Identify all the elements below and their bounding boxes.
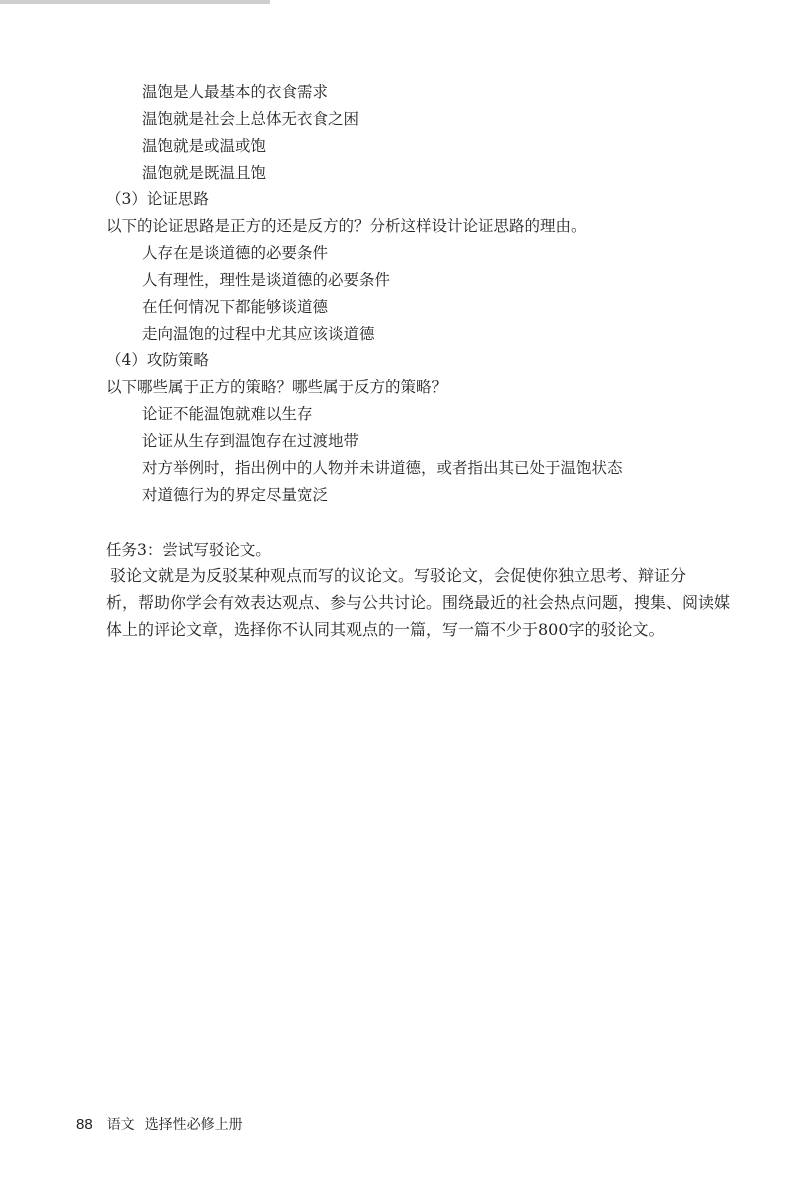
- option-line: 人存在是谈道德的必要条件: [142, 244, 329, 262]
- option-line: 温饱就是既温且饱: [142, 164, 267, 182]
- option-line: 在任何情况下都能够谈道德: [142, 298, 329, 316]
- footer-subject: 语文: [106, 1117, 135, 1133]
- option-line: 温饱是人最基本的衣食需求: [142, 83, 329, 101]
- top-edge-bar: [0, 0, 270, 4]
- option-line: 人有理性，理性是谈道德的必要条件: [142, 271, 391, 289]
- option-line: 对道德行为的界定尽量宽泛: [142, 486, 329, 504]
- paragraph-line: 析，帮助你学会有效表达观点、参与公共讨论。围绕最近的社会热点问题，搜集、阅读媒: [106, 593, 731, 612]
- paragraph-line: 驳论文就是为反驳某种观点而写的议论文。写驳论文，会促使你独立思考、辩证分: [110, 566, 687, 585]
- section-question: 以下的论证思路是正方的还是反方的？分析这样设计论证思路的理由。: [106, 217, 587, 235]
- paragraph-line: 体上的评论文章，选择你不认同其观点的一篇，写一篇不少于800字的驳论文。: [106, 620, 665, 639]
- option-line: 论证不能温饱就难以生存: [142, 405, 313, 423]
- option-line: 论证从生存到温饱存在过渡地带: [142, 432, 360, 450]
- option-line: 温饱就是或温或饱: [142, 137, 267, 155]
- option-line: 温饱就是社会上总体无衣食之困: [142, 110, 360, 128]
- option-line: 对方举例时，指出例中的人物并未讲道德，或者指出其已处于温饱状态: [142, 459, 623, 477]
- section-heading: （3）论证思路: [106, 190, 209, 208]
- task-title: 任务3：尝试写驳论文。: [106, 541, 271, 559]
- section-question: 以下哪些属于正方的策略？哪些属于反方的策略？: [106, 378, 448, 396]
- option-line: 走向温饱的过程中尤其应该谈道德: [142, 325, 375, 343]
- footer-book-title: 选择性必修上册: [144, 1117, 243, 1133]
- page-footer: [76, 1116, 243, 1134]
- section-heading: （4）攻防策略: [106, 351, 209, 369]
- page-number: 88: [76, 1116, 93, 1133]
